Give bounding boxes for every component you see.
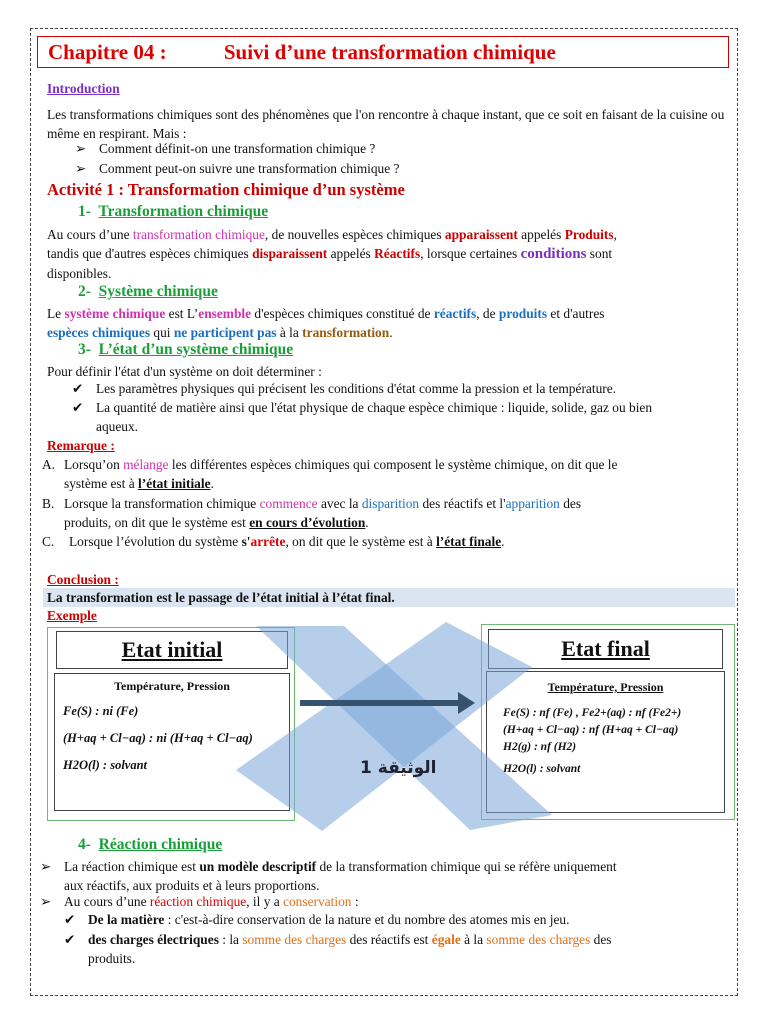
watermark-label: الوثيقة 1 [360, 758, 437, 778]
remarque-a: A. Lorsqu’on mélange les différentes espèces chimiques qui composent le système chimique, on dit que le système est à l’état initiale. [42, 457, 618, 491]
state-criteria-2: ✔ La quantité de matière ainsi que l'état physique de chaque espèce chimique : liquide, solide, gaz ou bien aqueux. [72, 400, 653, 434]
remarque-heading: Remarque : [47, 438, 115, 453]
chapter-name: Suivi d’une transformation chimique [223, 40, 556, 64]
remarque-c: C. Lorsque l’évolution du système s'arrête, on dit que le système est à l’état finale. [42, 534, 505, 549]
section-2-title: 2- Système chimique [78, 283, 218, 300]
chapter-number: Chapitre 04 : [48, 40, 167, 64]
conservation-intro: ➢ Au cours d’une réaction chimique, il y a conservation : [40, 894, 359, 909]
section-4-title: 4- Réaction chimique [78, 836, 223, 853]
intro-question-1: ➢ Comment définit-on une transformation chimique ? [75, 141, 376, 156]
initial-species-3: H2O(l) : solvant [63, 758, 148, 772]
final-species-4: H2O(l) : solvant [503, 763, 581, 775]
conclusion-text: La transformation est le passage de l’état initial à l’état final. [43, 588, 735, 607]
exemple-heading: Exemple [47, 608, 97, 623]
section-3-title: 3- L’état d’un système chimique [78, 341, 294, 358]
initial-species-2: (H+aq + Cl−aq) : ni (H+aq + Cl−aq) [63, 731, 253, 745]
section-1-title: 1- Transformation chimique [78, 203, 269, 220]
reaction-definition: ➢ La réaction chimique est un modèle descriptif de la transformation chimique qui se réfère uniquement aux réactifs, aux produits et à leurs proportions. [40, 859, 617, 893]
section-1-text: Au cours d’une transformation chimique, de nouvelles espèces chimiques apparaissent appelés Produits, tandis que d'autres espèces chimiques disparaissent appelés Réactifs, lorsque certaines conditions sont disponibles. [47, 227, 617, 281]
section-2-text: Le système chimique est L’ensemble d'espèces chimiques constitué de réactifs, de produits et d'autres espèces chimiques qui ne participent pas à la transformation. [47, 306, 605, 340]
conservation-charges: ✔ des charges électriques : la somme des charges des réactifs est égale à la somme des charges des produits. [64, 932, 612, 966]
final-species-3: H2(g) : nf (H2) [503, 741, 577, 753]
intro-question-2: ➢ Comment peut-on suivre une transformation chimique ? [75, 161, 400, 176]
final-state-title: Etat final [488, 629, 723, 669]
remarque-b: B. Lorsque la transformation chimique commence avec la disparition des réactifs et l'apparition des produits, on dit que le système est en cours d’évolution. [42, 496, 582, 530]
intro-text: Les transformations chimiques sont des phénomènes que l'on rencontre à chaque instant, que ce soit en faisant de la cuisine ou même en respirant. Mais : [47, 107, 725, 141]
section-3-intro: Pour définir l'état d'un système on doit déterminer : [47, 364, 322, 379]
initial-conditions: Température, Pression [114, 679, 230, 693]
final-conditions: Température, Pression [547, 680, 664, 694]
final-species-1: Fe(S) : nf (Fe) , Fe2+(aq) : nf (Fe2+) [503, 707, 682, 719]
initial-state-title: Etat initial [56, 631, 288, 669]
state-criteria-1: ✔ Les paramètres physiques qui précisent les conditions d'état comme la pression et la température. [72, 381, 617, 396]
activity-title: Activité 1 : Transformation chimique d’un système [47, 180, 405, 199]
conclusion-heading: Conclusion : [47, 572, 119, 587]
conservation-matter: ✔ De la matière : c'est-à-dire conservation de la nature et du nombre des atomes mis en jeu. [64, 912, 570, 927]
initial-species-1: Fe(S) : ni (Fe) [63, 704, 139, 718]
final-species-2: (H+aq + Cl−aq) : nf (H+aq + Cl−aq) [503, 724, 679, 736]
intro-heading: Introduction [47, 81, 120, 96]
